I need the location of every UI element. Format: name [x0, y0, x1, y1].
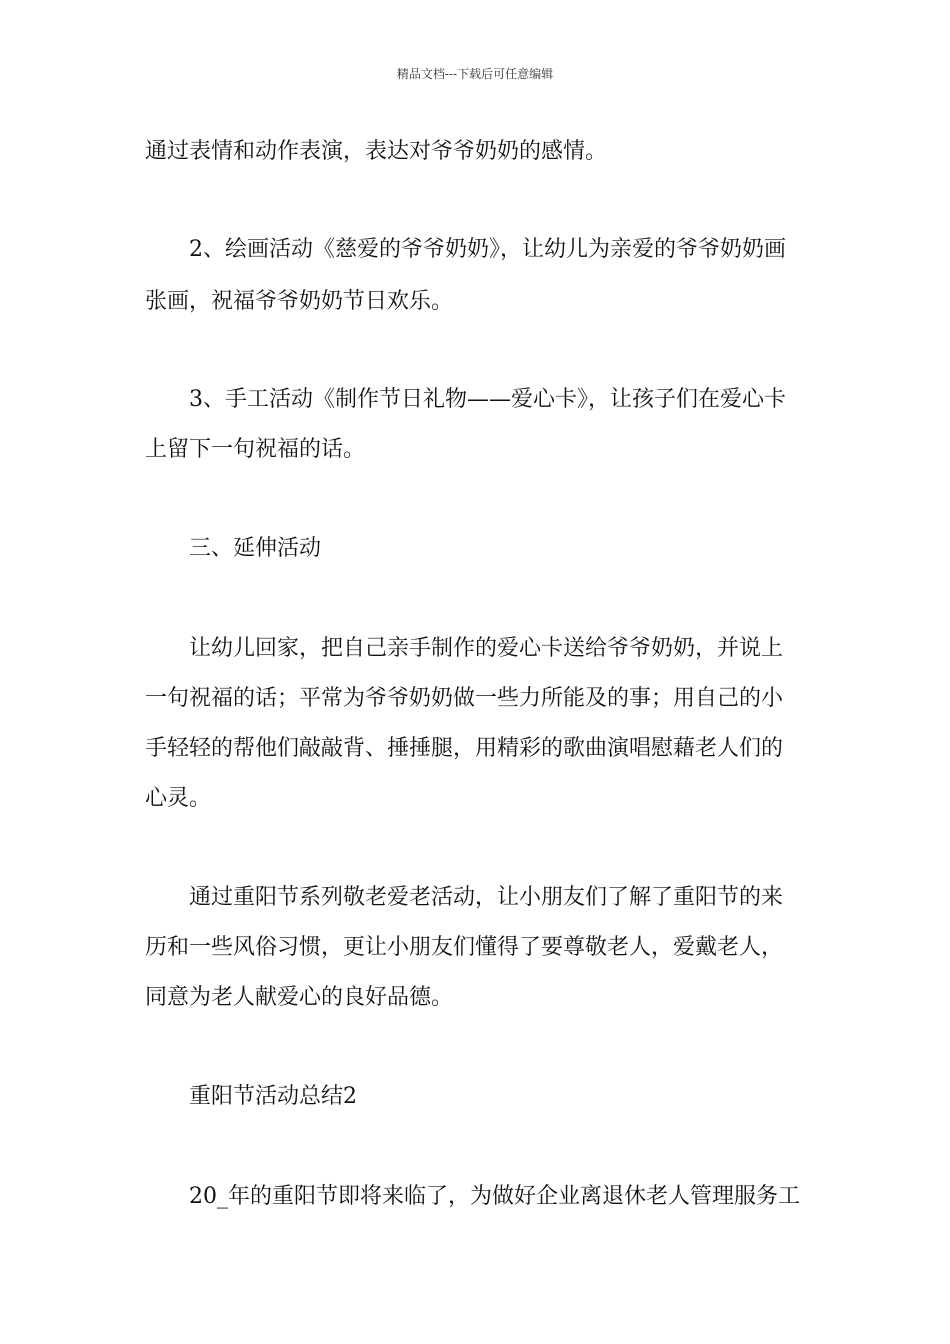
paragraph-line: 心灵。	[145, 786, 212, 811]
paragraph-line: 一句祝福的话；平常为爷爷奶奶做一些力所能及的事；用自己的小	[145, 686, 784, 711]
paragraph-line: 3、手工活动《制作节日礼物——爱心卡》，让孩子们在爱心卡	[189, 387, 786, 412]
paragraph-line: 历和一些风俗习惯，更让小朋友们懂得了要尊敬老人，爱戴老人，	[145, 935, 784, 960]
paragraph-line: 上留下一句祝福的话。	[145, 437, 366, 462]
paragraph-line: 通过重阳节系列敬老爱老活动，让小朋友们了解了重阳节的来	[189, 885, 784, 910]
page-header: 精品文档---下载后可任意编辑	[396, 67, 554, 81]
paragraph-line: 2、绘画活动《慈爱的爷爷奶奶》，让幼儿为亲爱的爷爷奶奶画	[189, 237, 786, 262]
paragraph-line: 手轻轻的帮他们敲敲背、捶捶腿，用精彩的歌曲演唱慰藉老人们的	[145, 736, 784, 761]
paragraph-line: 通过表情和动作表演，表达对爷爷奶奶的感情。	[145, 139, 608, 164]
paragraph-line: 20_年的重阳节即将来临了，为做好企业离退休老人管理服务工	[189, 1184, 800, 1209]
section-heading: 重阳节活动总结2	[189, 1084, 357, 1109]
section-heading: 三、延伸活动	[189, 536, 322, 561]
paragraph-line: 让幼儿回家，把自己亲手制作的爱心卡送给爷爷奶奶，并说上	[189, 636, 784, 661]
paragraph-line: 张画，祝福爷爷奶奶节日欢乐。	[145, 289, 454, 314]
paragraph-line: 同意为老人献爱心的良好品德。	[145, 985, 454, 1010]
